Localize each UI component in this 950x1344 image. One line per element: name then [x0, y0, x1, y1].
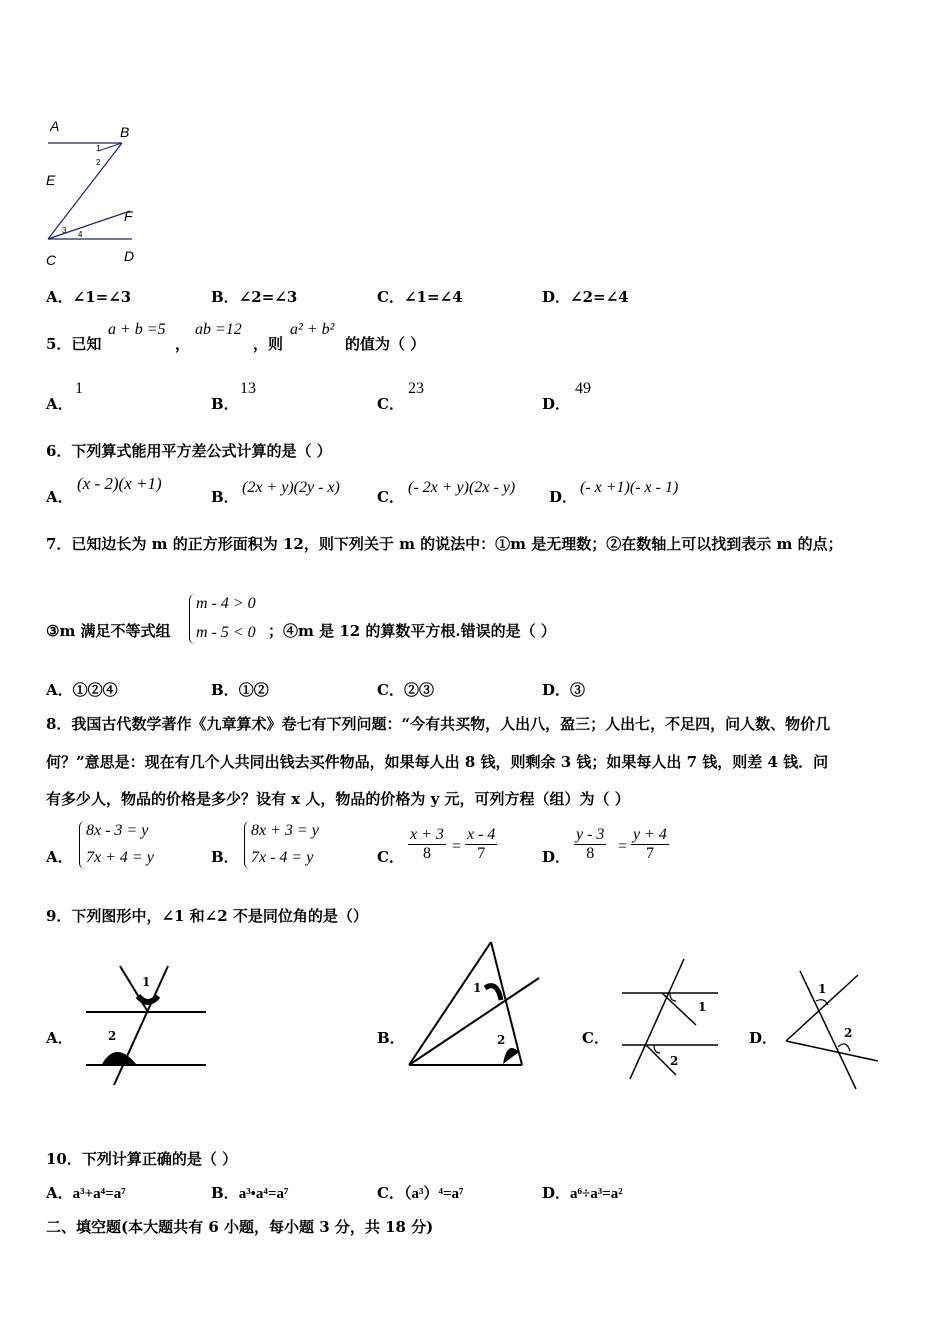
q9-figure-d: [780, 965, 885, 1095]
q6-option-a-expr: (x - 2)(x +1): [77, 474, 162, 493]
label-4: 4: [78, 230, 83, 239]
label-f: F: [124, 208, 133, 224]
label-3: 3: [62, 226, 67, 235]
q10-option-d: D．a⁶÷a³=a²: [542, 1184, 623, 1202]
svg-text:2: 2: [670, 1054, 679, 1068]
q8-c-eq: =: [452, 838, 462, 855]
q8-d-frac1: $\frac{y - 3}{8}$: [576, 826, 605, 862]
q5-sep2: ，则: [253, 335, 284, 353]
label-a: A: [50, 118, 60, 134]
q8-b-brace: [244, 821, 251, 869]
q6-option-c-letter: C．: [377, 488, 404, 506]
q7-option-c: C．②③: [377, 681, 434, 699]
q6-option-b-expr: (2x + y)(2y - x): [242, 479, 340, 496]
svg-text:1: 1: [473, 981, 482, 995]
q8-c-frac1: $\frac{x + 3}{8}$: [410, 826, 444, 862]
q8-a-brace: [79, 821, 86, 869]
q5-option-a-letter: A．: [46, 395, 73, 413]
q9-figure-a: [80, 960, 215, 1090]
q4-option-c: C．∠1=∠4: [377, 288, 463, 306]
q10-option-a: A．a³+a⁴=a⁷: [46, 1184, 126, 1202]
q5-option-d-value: 49: [575, 380, 591, 397]
q8-line3: 有多少人，物品的价格是多少？设有 x 人，物品的价格为 y 元，可列方程（组）为（ ）: [46, 790, 630, 808]
q5-option-b-value: 13: [240, 380, 256, 397]
q9-letter-d: D．: [749, 1029, 778, 1047]
q8-b-eq2: 7x - 4 = y: [251, 849, 314, 866]
q7-ineq-system: [196, 592, 256, 645]
section-2-title: 二、填空题(本大题共有 6 小题，每小题 3 分，共 18 分): [46, 1218, 434, 1236]
q7-ineq1: m - 4 > 0: [196, 595, 256, 612]
line-bc: [48, 143, 122, 239]
q5-eq2: ab =12: [195, 321, 242, 338]
q5-option-c-letter: C．: [377, 395, 404, 413]
q8-a-eq2: 7x + 4 = y: [86, 849, 154, 866]
q7-line2a: ③m 满足不等式组: [46, 622, 171, 640]
q8-option-a-system: [86, 819, 154, 870]
q6-option-a-letter: A．: [46, 488, 73, 506]
svg-text:2: 2: [497, 1033, 506, 1047]
q4-option-a: A．∠1=∠3: [46, 288, 132, 306]
q7-option-a: A．①②④: [46, 681, 118, 699]
q8-option-d-letter: D．: [542, 848, 571, 866]
label-c: C: [46, 252, 57, 268]
q5-suffix: 的值为（ ）: [345, 335, 426, 353]
q8-d-frac2: $\frac{y + 4}{7}$: [633, 826, 667, 862]
q5-expr: a² + b²: [290, 321, 335, 338]
q8-d-eq: =: [618, 838, 628, 855]
label-d: D: [124, 248, 135, 264]
q4-option-b: B．∠2=∠3: [211, 288, 298, 306]
q10-option-b: B．a³•a⁴=a⁷: [211, 1184, 289, 1202]
q9-letter-c: C．: [582, 1029, 609, 1047]
q9-figure-b: [405, 940, 545, 1070]
q7-option-b: B．①②: [211, 681, 269, 699]
label-b: B: [120, 124, 130, 140]
q8-line2: 何？”意思是：现在有几个人共同出钱去买件物品，如果每人出 8 钱，则剩余 3 钱；如果每人出 7 钱，则差 4 钱．问: [46, 753, 829, 771]
q8-option-b-system: [251, 819, 319, 870]
q8-c-frac2: $\frac{x - 4}{7}$: [467, 826, 496, 862]
q7-option-d: D．③: [542, 681, 586, 699]
svg-text:2: 2: [108, 1029, 117, 1043]
q8-a-eq1: 8x - 3 = y: [86, 822, 149, 839]
q4-option-d: D．∠2=∠4: [542, 288, 629, 306]
figure-q4: [40, 115, 150, 275]
q9-stem: 9．下列图形中，∠1 和∠2 不是同位角的是（）: [46, 907, 368, 925]
q7-ineq2: m - 5 < 0: [196, 624, 256, 641]
svg-text:1: 1: [142, 975, 151, 989]
q8-option-c-letter: C．: [377, 848, 404, 866]
label-e: E: [46, 172, 56, 188]
svg-text:1: 1: [698, 1000, 707, 1014]
label-1: 1: [96, 144, 101, 153]
q5-option-b-letter: B．: [211, 395, 239, 413]
q5-sep1: ，: [175, 335, 191, 353]
q5-option-c-value: 23: [408, 380, 424, 397]
q10-option-c: C．（a³）⁴=a⁷: [377, 1184, 464, 1202]
q6-stem: 6．下列算式能用平方差公式计算的是（ ）: [46, 442, 332, 460]
q7-stem: 7．已知边长为 m 的正方形面积为 12，则下列关于 m 的说法中：①m 是无理数；②在数轴上可以找到表示 m 的点；: [46, 535, 843, 553]
q8-option-a-letter: A．: [46, 848, 73, 866]
q6-option-c-expr: (- 2x + y)(2x - y): [408, 479, 516, 496]
q5-option-a-value: 1: [75, 380, 83, 397]
q5-eq1: a + b =5: [108, 321, 166, 338]
svg-text:1: 1: [818, 982, 827, 996]
q7-line2b: ；④m 是 12 的算数平方根.错误的是（ ）: [268, 622, 556, 640]
q9-letter-b: B．: [377, 1029, 405, 1047]
q6-option-d-letter: D．: [549, 488, 578, 506]
line-cf: [48, 211, 130, 239]
q10-stem: 10．下列计算正确的是（ ）: [46, 1150, 238, 1168]
q8-option-b-letter: B．: [211, 848, 239, 866]
q9-figure-c: [618, 955, 723, 1085]
label-2: 2: [96, 158, 101, 167]
q6-option-b-letter: B．: [211, 488, 239, 506]
q9-letter-a: A．: [46, 1029, 73, 1047]
q8-line1: 8．我国古代数学著作《九章算术》卷七有下列问题：“今有共买物，人出八，盈三；人出七，不足四，问人数、物价几: [46, 715, 831, 733]
svg-text:2: 2: [844, 1026, 853, 1040]
q5-option-d-letter: D．: [542, 395, 571, 413]
q7-brace: [189, 594, 196, 644]
q6-option-d-expr: (- x +1)(- x - 1): [580, 479, 679, 496]
q8-b-eq1: 8x + 3 = y: [251, 822, 319, 839]
q5-prefix: 5．已知: [46, 335, 102, 353]
